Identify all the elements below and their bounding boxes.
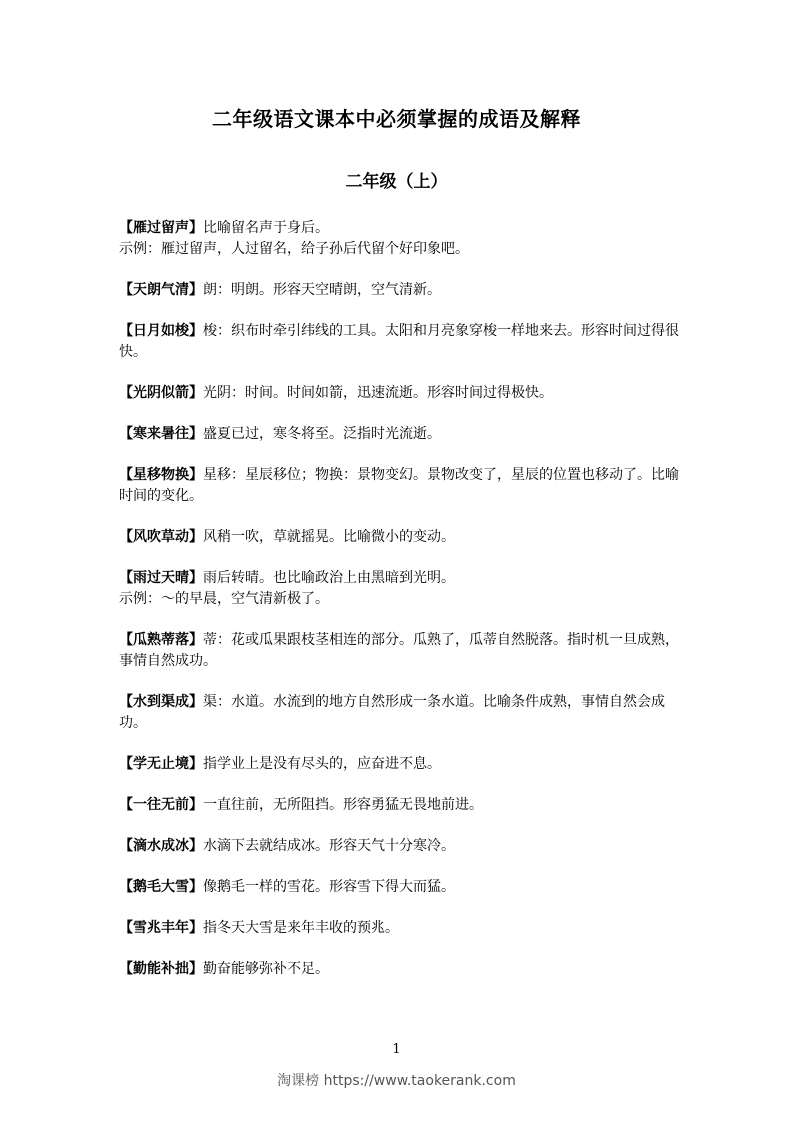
idiom-example: 示例：～的早晨，空气清新极了。: [119, 591, 329, 607]
idiom-definition-line: [119, 836, 684, 857]
idiom-term: 【寒来暑往】: [119, 426, 203, 442]
idiom-entry: [119, 630, 684, 672]
idiom-definition: 雨后转晴。也比喻政治上由黑暗到光明。: [203, 570, 455, 586]
idiom-entry: [119, 465, 684, 507]
idiom-definition: 蒂：花或瓜果跟枝茎相连的部分。瓜熟了，瓜蒂自然脱落。指时机一旦成熟，事情自然成功。: [119, 632, 679, 669]
idiom-definition-line: [119, 877, 684, 898]
idiom-definition: 水滴下去就结成冰。形容天气十分寒冷。: [203, 838, 455, 854]
idiom-term: 【雪兆丰年】: [119, 920, 203, 936]
idiom-definition: 一直往前，无所阻挡。形容勇猛无畏地前进。: [203, 797, 483, 813]
idiom-definition: 盛夏已过，寒冬将至。泛指时光流逝。: [203, 426, 441, 442]
idiom-definition-line: [119, 959, 684, 980]
idiom-entry: [119, 877, 684, 898]
idiom-entry: [119, 836, 684, 857]
idiom-term: 【勤能补拙】: [119, 961, 203, 977]
idiom-term: 【一往无前】: [119, 797, 203, 813]
idiom-term: 【天朗气清】: [119, 282, 203, 298]
idiom-term: 【鹅毛大雪】: [119, 879, 203, 895]
idiom-definition-line: [119, 218, 684, 239]
idiom-definition-line: [119, 321, 684, 363]
idiom-definition: 星移：星辰移位；物换：景物变幻。景物改变了，星辰的位置也移动了。比喻时间的变化。: [119, 467, 679, 504]
idiom-term: 【星移物换】: [119, 467, 203, 483]
idiom-definition-line: [119, 568, 684, 589]
idiom-entry: [119, 383, 684, 404]
idiom-entry: [119, 218, 684, 260]
idiom-definition: 渠：水道。水流到的地方自然形成一条水道。比喻条件成熟，事情自然会成功。: [119, 694, 665, 731]
idiom-definition-line: [119, 692, 684, 734]
idiom-definition: 梭：织布时牵引纬线的工具。太阳和月亮象穿梭一样地来去。形容时间过得很快。: [119, 323, 679, 360]
idiom-definition: 指学业上是没有尽头的，应奋进不息。: [203, 756, 441, 772]
idiom-definition-line: [119, 795, 684, 816]
idiom-entry: [119, 321, 684, 363]
idiom-definition-line: [119, 424, 684, 445]
idiom-entry: [119, 754, 684, 775]
idiom-definition: 光阴：时间。时间如箭，迅速流逝。形容时间过得极快。: [203, 385, 553, 401]
idiom-term: 【水到渠成】: [119, 694, 203, 710]
idiom-term: 【雁过留声】: [119, 220, 203, 236]
idiom-example: 示例：雁过留声，人过留名，给子孙后代留个好印象吧。: [119, 241, 469, 257]
idiom-entry: [119, 692, 684, 734]
idiom-definition: 比喻留名声于身后。: [203, 220, 329, 236]
document-title: 二年级语文课本中必须掌握的成语及解释: [212, 107, 581, 131]
idiom-list: [119, 218, 684, 1000]
idiom-term: 【瓜熟蒂落】: [119, 632, 203, 648]
idiom-definition-line: [119, 527, 684, 548]
idiom-definition-line: [119, 754, 684, 775]
idiom-definition: 风稍一吹，草就摇晃。比喻微小的变动。: [203, 529, 455, 545]
idiom-definition-line: [119, 280, 684, 301]
idiom-term: 【滴水成冰】: [119, 838, 203, 854]
idiom-definition-line: [119, 383, 684, 404]
idiom-definition-line: [119, 465, 684, 507]
idiom-entry: [119, 527, 684, 548]
idiom-term: 【学无止境】: [119, 756, 203, 772]
idiom-definition-line: [119, 630, 684, 672]
idiom-term: 【风吹草动】: [119, 529, 203, 545]
idiom-entry: [119, 918, 684, 939]
idiom-entry: [119, 959, 684, 980]
idiom-term: 【日月如梭】: [119, 323, 203, 339]
idiom-definition-line: [119, 918, 684, 939]
idiom-entry: [119, 424, 684, 445]
idiom-entry: [119, 795, 684, 816]
idiom-definition: 指冬天大雪是来年丰收的预兆。: [203, 920, 399, 936]
idiom-definition: 像鹅毛一样的雪花。形容雪下得大而猛。: [203, 879, 455, 895]
section-title: 二年级（上）: [345, 172, 448, 192]
watermark-footer[interactable]: 淘课榜 https://www.taokerank.com: [277, 1073, 516, 1089]
idiom-term: 【雨过天晴】: [119, 570, 203, 586]
idiom-entry: [119, 568, 684, 610]
idiom-entry: [119, 280, 684, 301]
idiom-term: 【光阴似箭】: [119, 385, 203, 401]
page-number: 1: [392, 1042, 401, 1057]
idiom-definition: 朗：明朗。形容天空晴朗，空气清新。: [203, 282, 441, 298]
idiom-definition: 勤奋能够弥补不足。: [203, 961, 329, 977]
